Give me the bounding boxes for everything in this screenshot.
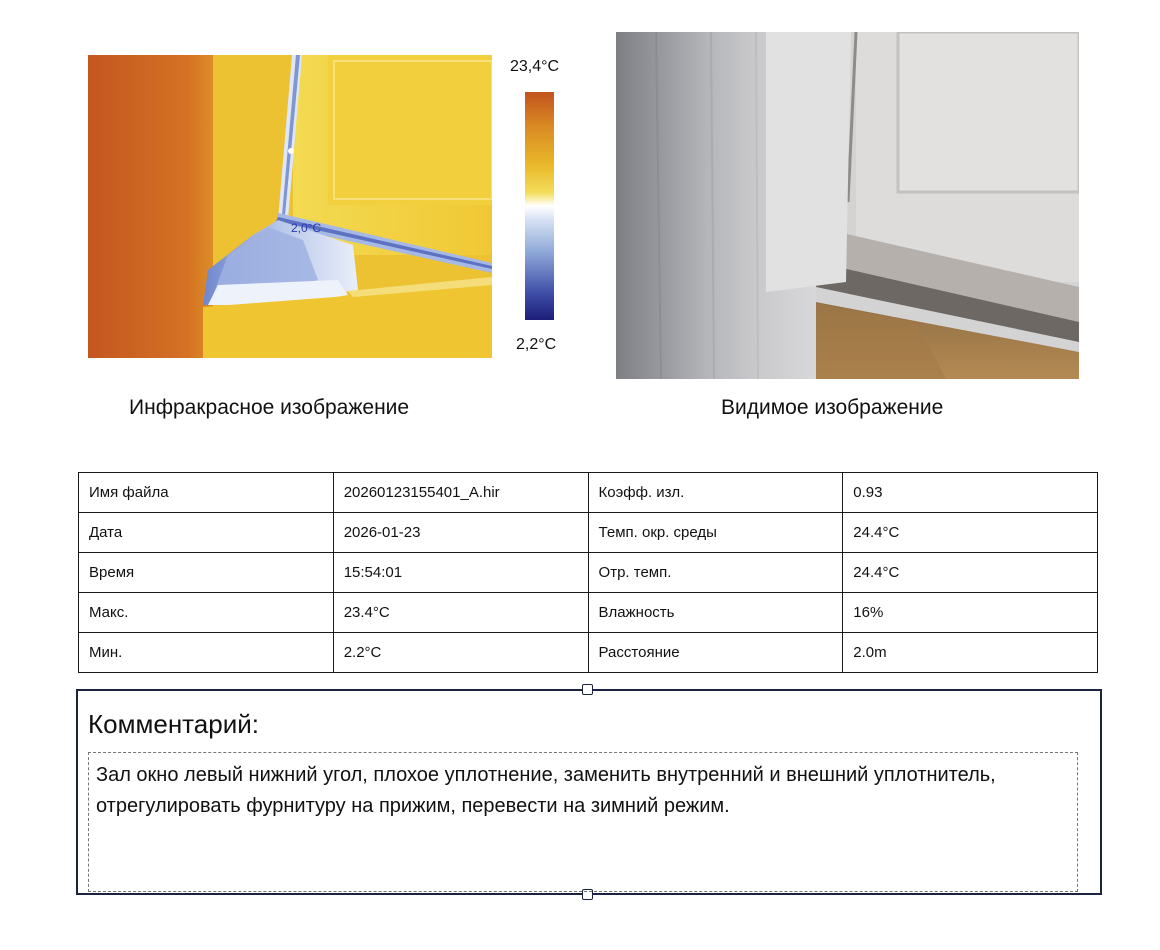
table-label-cell: Темп. окр. среды xyxy=(588,513,843,553)
table-row xyxy=(79,473,1098,513)
table-value-cell: 15:54:01 xyxy=(333,553,588,593)
table-value-cell: 0.93 xyxy=(843,473,1098,513)
infrared-thermogram xyxy=(88,55,492,358)
table-label-cell: Коэфф. изл. xyxy=(588,473,843,513)
table-value-cell: 20260123155401_A.hir xyxy=(333,473,588,513)
table-value-cell: 16% xyxy=(843,593,1098,633)
visible-caption: Видимое изображение xyxy=(721,396,944,419)
table-label-cell: Дата xyxy=(79,513,334,553)
table-label-cell: Расстояние xyxy=(588,633,843,673)
table-label-cell: Мин. xyxy=(79,633,334,673)
table-row xyxy=(79,593,1098,633)
visible-photo xyxy=(616,32,1079,379)
table-label-cell: Влажность xyxy=(588,593,843,633)
comment-title: Комментарий: xyxy=(88,709,259,739)
resize-handle-top[interactable] xyxy=(582,684,593,695)
table-label-cell: Отр. темп. xyxy=(588,553,843,593)
table-value-cell: 2.2°C xyxy=(333,633,588,673)
visible-photo-scene xyxy=(616,32,1079,379)
scale-min-label: 2,2°C xyxy=(516,336,557,353)
table-value-cell: 2.0m xyxy=(843,633,1098,673)
comment-text[interactable]: Зал окно левый нижний угол, плохое уплотнение, заменить внутренний и внешний уплотнитель, отрегулировать фурнитуру на прижим, перевести на зимний режим. xyxy=(96,764,996,817)
table-value-cell: 24.4°C xyxy=(843,553,1098,593)
table-label-cell: Макс. xyxy=(79,593,334,633)
spot-temperature-label: 2,0°C xyxy=(291,221,322,235)
table-row xyxy=(79,513,1098,553)
table-label-cell: Имя файла xyxy=(79,473,334,513)
temperature-color-scale xyxy=(525,92,554,320)
scale-max-label: 23,4°C xyxy=(510,58,560,75)
infrared-caption: Инфракрасное изображение xyxy=(129,396,410,419)
table-value-cell: 2026-01-23 xyxy=(333,513,588,553)
table-value-cell: 23.4°C xyxy=(333,593,588,633)
table-row xyxy=(79,553,1098,593)
infrared-image xyxy=(88,55,492,358)
table-value-cell: 24.4°C xyxy=(843,513,1098,553)
measurement-info-table xyxy=(78,472,1098,673)
table-label-cell: Время xyxy=(79,553,334,593)
table-row xyxy=(79,633,1098,673)
